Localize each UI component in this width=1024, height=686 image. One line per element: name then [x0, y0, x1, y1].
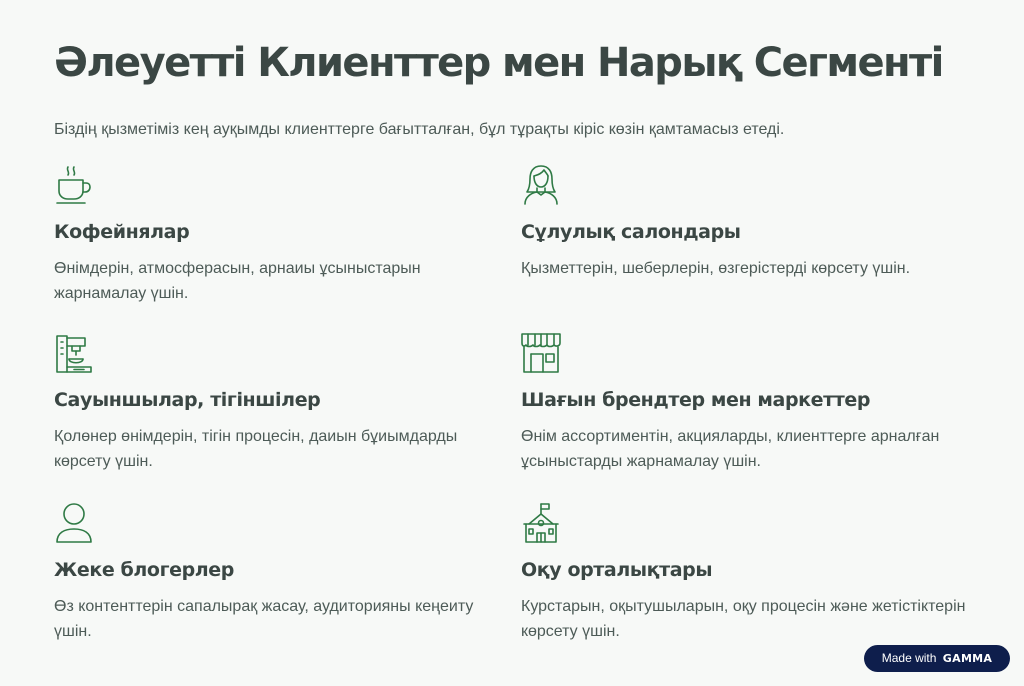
- segment-title: Шағын брендтер мен маркеттер: [521, 389, 871, 411]
- badge-prefix: Made with: [881, 651, 937, 665]
- segment-description: Қызметтерін, шеберлерін, өзгерістерді көрсету үшін.: [521, 260, 911, 277]
- segment-description: Өз контенттерін сапалырақ жасау, аудиторияны кеңеиту үшін.: [54, 598, 474, 640]
- segment-title: Жеке блогерлер: [54, 559, 234, 581]
- segment-title: Кофейнялар: [54, 221, 190, 243]
- segment-description: Өнім ассортиментін, акцияларды, клиенттерге арналған ұсыныстарды жарнамалау үшін.: [521, 428, 940, 470]
- made-with-gamma-badge[interactable]: [864, 645, 1010, 672]
- person-icon: [54, 502, 94, 546]
- page-subtitle: Біздің қызметіміз кең ауқымды клиенттерге бағытталған, бұл тұрақты кіріс көзін қамтамасыз етеді.: [54, 121, 785, 138]
- segment-description: Курстарын, оқытушыларын, оқу процесін және жетістіктерін көрсету үшін.: [521, 598, 966, 640]
- storefront-icon: [521, 332, 561, 376]
- segment-description: Өнімдерін, атмосферасын, арнаиы ұсыныстарын жарнамалау үшін.: [54, 260, 421, 302]
- woman-icon: [521, 164, 561, 208]
- gamma-logo: GAMMA: [942, 652, 993, 665]
- segment-title: Сұлулық салондары: [521, 221, 741, 243]
- segment-description: Қолөнер өнімдерін, тігін процесін, даиын бұиымдарды көрсету үшін.: [54, 428, 458, 470]
- coffee-cup-icon: [54, 164, 94, 208]
- school-building-icon: [521, 502, 561, 546]
- segment-title: Оқу орталықтары: [521, 559, 713, 581]
- page-title: Әлеуетті Клиенттер мен Нарық Сегменті: [54, 40, 943, 86]
- sewing-machine-icon: [54, 332, 94, 376]
- segment-title: Сауыншылар, тігіншілер: [54, 389, 321, 411]
